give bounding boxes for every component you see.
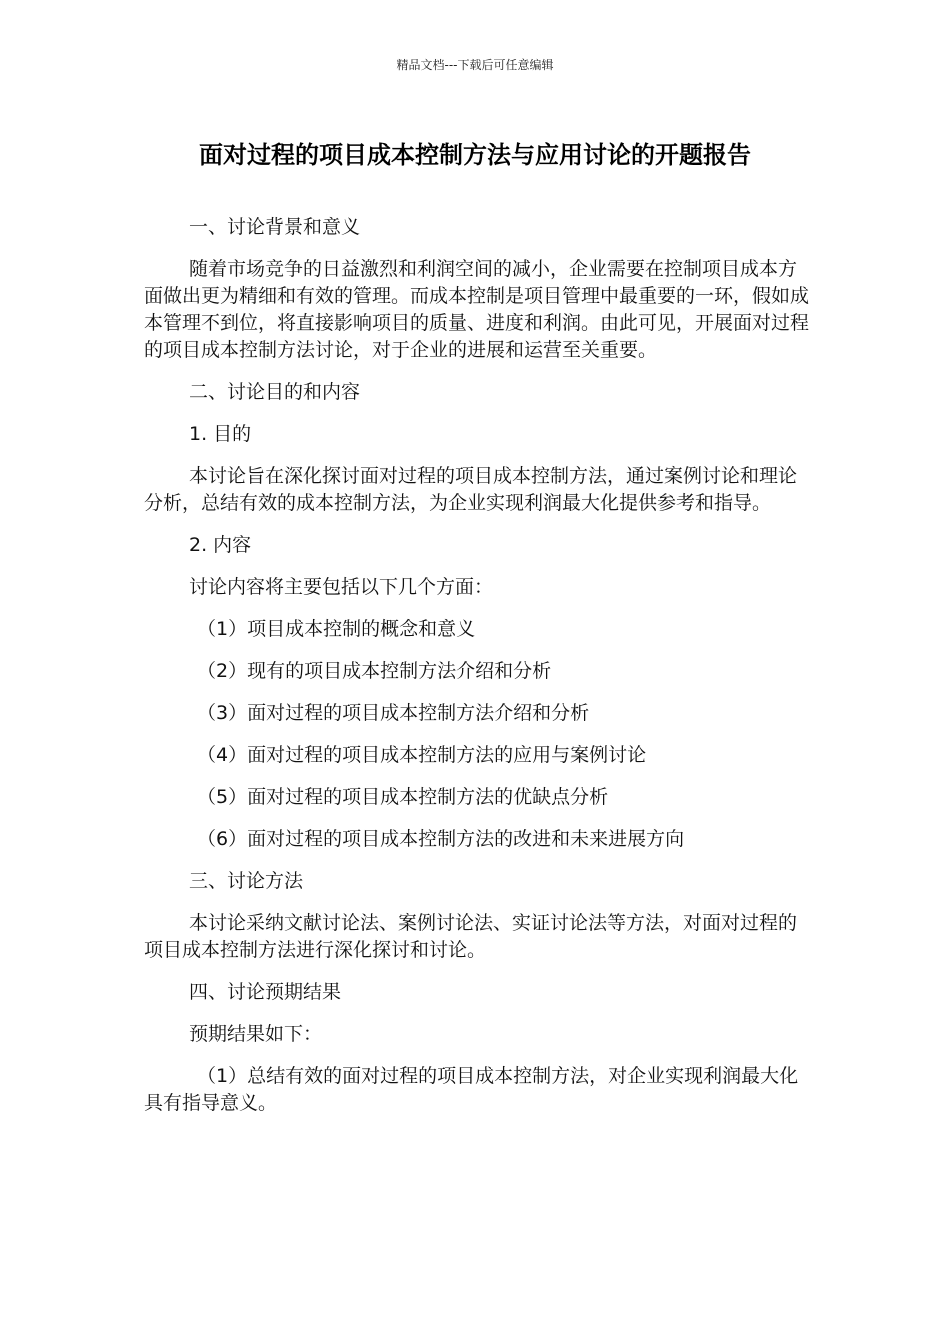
section2-heading: 二、讨论目的和内容 [189, 381, 361, 403]
page-header-watermark: 精品文档---下载后可任意编辑 [396, 58, 554, 72]
purpose-paragraph: 本讨论旨在深化探讨面对过程的项目成本控制方法，通过案例讨论和理论分析，总结有效的成本控制方法，为企业实现利润最大化提供参考和指导。 [144, 465, 798, 514]
section4-heading: 四、讨论预期结果 [189, 981, 342, 1003]
content-list-item: （6）面对过程的项目成本控制方法的改进和未来进展方向 [197, 828, 685, 850]
section3-paragraph: 本讨论采纳文献讨论法、案例讨论法、实证讨论法等方法，对面对过程的项目成本控制方法进行深化探讨和讨论。 [144, 912, 798, 961]
content-list-item: （2）现有的项目成本控制方法介绍和分析 [197, 660, 552, 682]
result-list-item: （1）总结有效的面对过程的项目成本控制方法，对企业实现利润最大化具有指导意义。 [144, 1065, 799, 1114]
section4-intro: 预期结果如下： [189, 1023, 323, 1045]
section3-heading: 三、讨论方法 [189, 870, 304, 892]
document-body [144, 214, 809, 1132]
content-list-item: （1）项目成本控制的概念和意义 [197, 618, 476, 640]
section1-heading: 一、讨论背景和意义 [189, 216, 361, 238]
purpose-heading: 1. 目的 [189, 423, 252, 445]
content-intro: 讨论内容将主要包括以下几个方面： [189, 576, 494, 598]
content-heading: 2. 内容 [189, 534, 252, 556]
section1-paragraph: 随着市场竞争的日益激烈和利润空间的减小，企业需要在控制项目成本方面做出更为精细和有效的管理。而成本控制是项目管理中最重要的一环，假如成本管理不到位，将直接影响项目的质量、进度和利润。由此可见，开展面对过程的项目成本控制方法讨论，对于企业的进展和运营至关重要。 [144, 258, 810, 361]
content-list-item: （5）面对过程的项目成本控制方法的优缺点分析 [197, 786, 609, 808]
content-list-item: （3）面对过程的项目成本控制方法介绍和分析 [197, 702, 590, 724]
content-list-item: （4）面对过程的项目成本控制方法的应用与案例讨论 [197, 744, 647, 766]
document-title: 面对过程的项目成本控制方法与应用讨论的开题报告 [199, 141, 751, 169]
